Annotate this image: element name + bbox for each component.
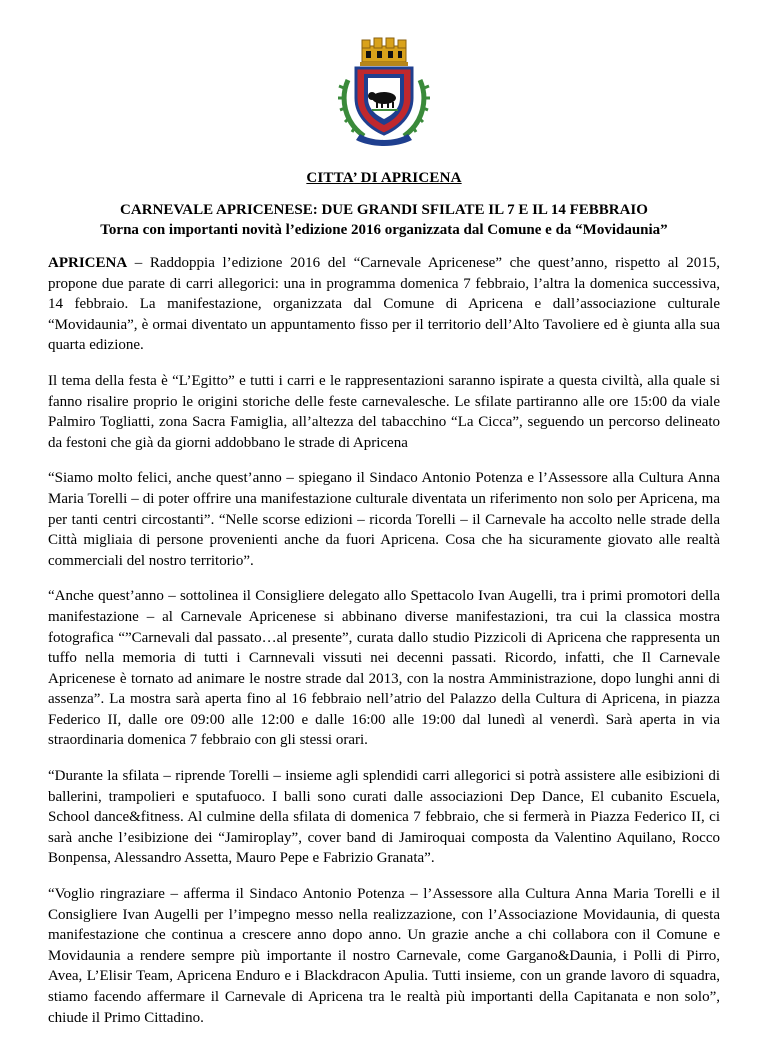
paragraph-1 <box>48 253 720 356</box>
paragraph-5: “Durante la sfilata – riprende Torelli – insieme agli splendidi carri allegorici si potrà assistere alle esibizioni di ballerini, trampolieri e sputafuoco. I balli sono curati dalle associazioni Dep Dance, El cubanito Escuela, School dance&fitness. Al culmine della sfilata di domenica 7 febbraio, che si fermerà in Piazza Federico II, ci sarà anche l’esibizione dei “Jamiroplay”, cover band di Jamiroquai composta da Valentino Aquilano, Rocco Bonpensa, Alessandro Assetta, Mauro Pepe e Fabrizio Granata”. <box>48 768 720 867</box>
lead-word: APRICENA <box>48 255 128 271</box>
coat-of-arms-icon <box>334 36 434 148</box>
paragraph-4: “Anche quest’anno – sottolinea il Consigliere delegato allo Spettacolo Ivan Augelli, tra i primi promotori della manifestazione – al Carnevale Apricenese si abbinano diverse manifestazioni, tra cui la classica mostra fotografica “”Carnevali dal passato…al presente”, curata dallo studio Pizzicoli di Apricena che rappresenta un tuffo nella memoria di tutti i Carnnevali vissuti nei decenni passati. Ricordo, infatti, che Il Carnevale Apricenese è tornato ad animare le nostre strade dal 2013, con la nostra Amministrazione, dopo lunghi anni di assenza”. La mostra sarà aperta fino al 16 febbraio nell’atrio del Palazzo della Cultura di Apricena, in piazza Federico II, dalle ore 09:00 alle 12:00 e dalle 16:00 alle 19:00 dal lunedì al venerdì. Sarà aperta in via straordinaria domenica 7 febbraio con gli stessi orari. <box>48 588 720 749</box>
article-body <box>48 253 720 1043</box>
article-headline: CARNEVALE APRICENESE: DUE GRANDI SFILATE IL 7 E IL 14 FEBBRAIO <box>120 202 648 218</box>
paragraph-2: Il tema della festa è “L’Egitto” e tutti i carri e le rappresentazioni saranno ispirate a questa civiltà, alla quale si fanno risalire proprio le origini storiche delle feste carnevalesche. Le sfilate partiranno alle ore 15:00 da viale Palmiro Togliatti, zona Sacra Famiglia, all’altezza del tabacchino “La Cicca”, seguendo un percorso delineato da festoni che già da giorni addobbano le strade di Apricena <box>48 372 720 451</box>
city-title: CITTA’ DI APRICENA <box>306 170 462 186</box>
paragraph-1-text: – Raddoppia l’edizione 2016 del “Carnevale Apricenese” che quest’anno, rispetto al 2015, propone due parate di carri allegorici: una in programma domenica 7 febbraio, l’altra la domenica successiva, 14 febbraio. La manifestazione, organizzata dal Comune di Apricena e dall’associazione culturale “Movidaunia”, è ormai diventato un appuntamento fisso per il territorio dell’Alto Tavoliere ed è giunta alla sua quarta edizione. <box>48 255 720 354</box>
paragraph-6: “Voglio ringraziare – afferma il Sindaco Antonio Potenza – l’Assessore alla Cultura Anna Maria Torelli e il Consigliere Ivan Augelli per l’impegno messo nella realizzazione, con l’Associazione Movidaunia, di questa manifestazione che continua a crescere anno dopo anno. Un grazie anche a chi collabora con il Comune e Movidaunia a rendere sempre più importante il nostro Carnevale, come Gargano&Daunia, i Polli di Pirro, Avea, L’Elisir Team, Apricena Enduro e i Blackdracon Apulia. Tutti insieme, con un grande lavoro di squadra, stiamo facendo affermare il Carnevale di Apricena tra le realtà più importanti della Capitanata e non solo”, chiude il Primo Cittadino. <box>48 886 720 1026</box>
article-subheadline: Torna con importanti novità l’edizione 2016 organizzata dal Comune e da “Movidaunia” <box>100 222 668 238</box>
paragraph-3: “Siamo molto felici, anche quest’anno – spiegano il Sindaco Antonio Potenza e l’Assessore alla Cultura Anna Maria Torelli – di poter offrire una manifestazione culturale diventata un riferimento non solo per Apricena, ma per tanti centri circostanti”. “Nelle scorse edizioni – ricorda Torelli – il Carnevale ha accolto nelle strade della Città migliaia di persone provenienti anche da fuori Apricena. Cosa che ha sicuramente giovato alle realtà commerciali del nostro territorio”. <box>48 470 720 569</box>
